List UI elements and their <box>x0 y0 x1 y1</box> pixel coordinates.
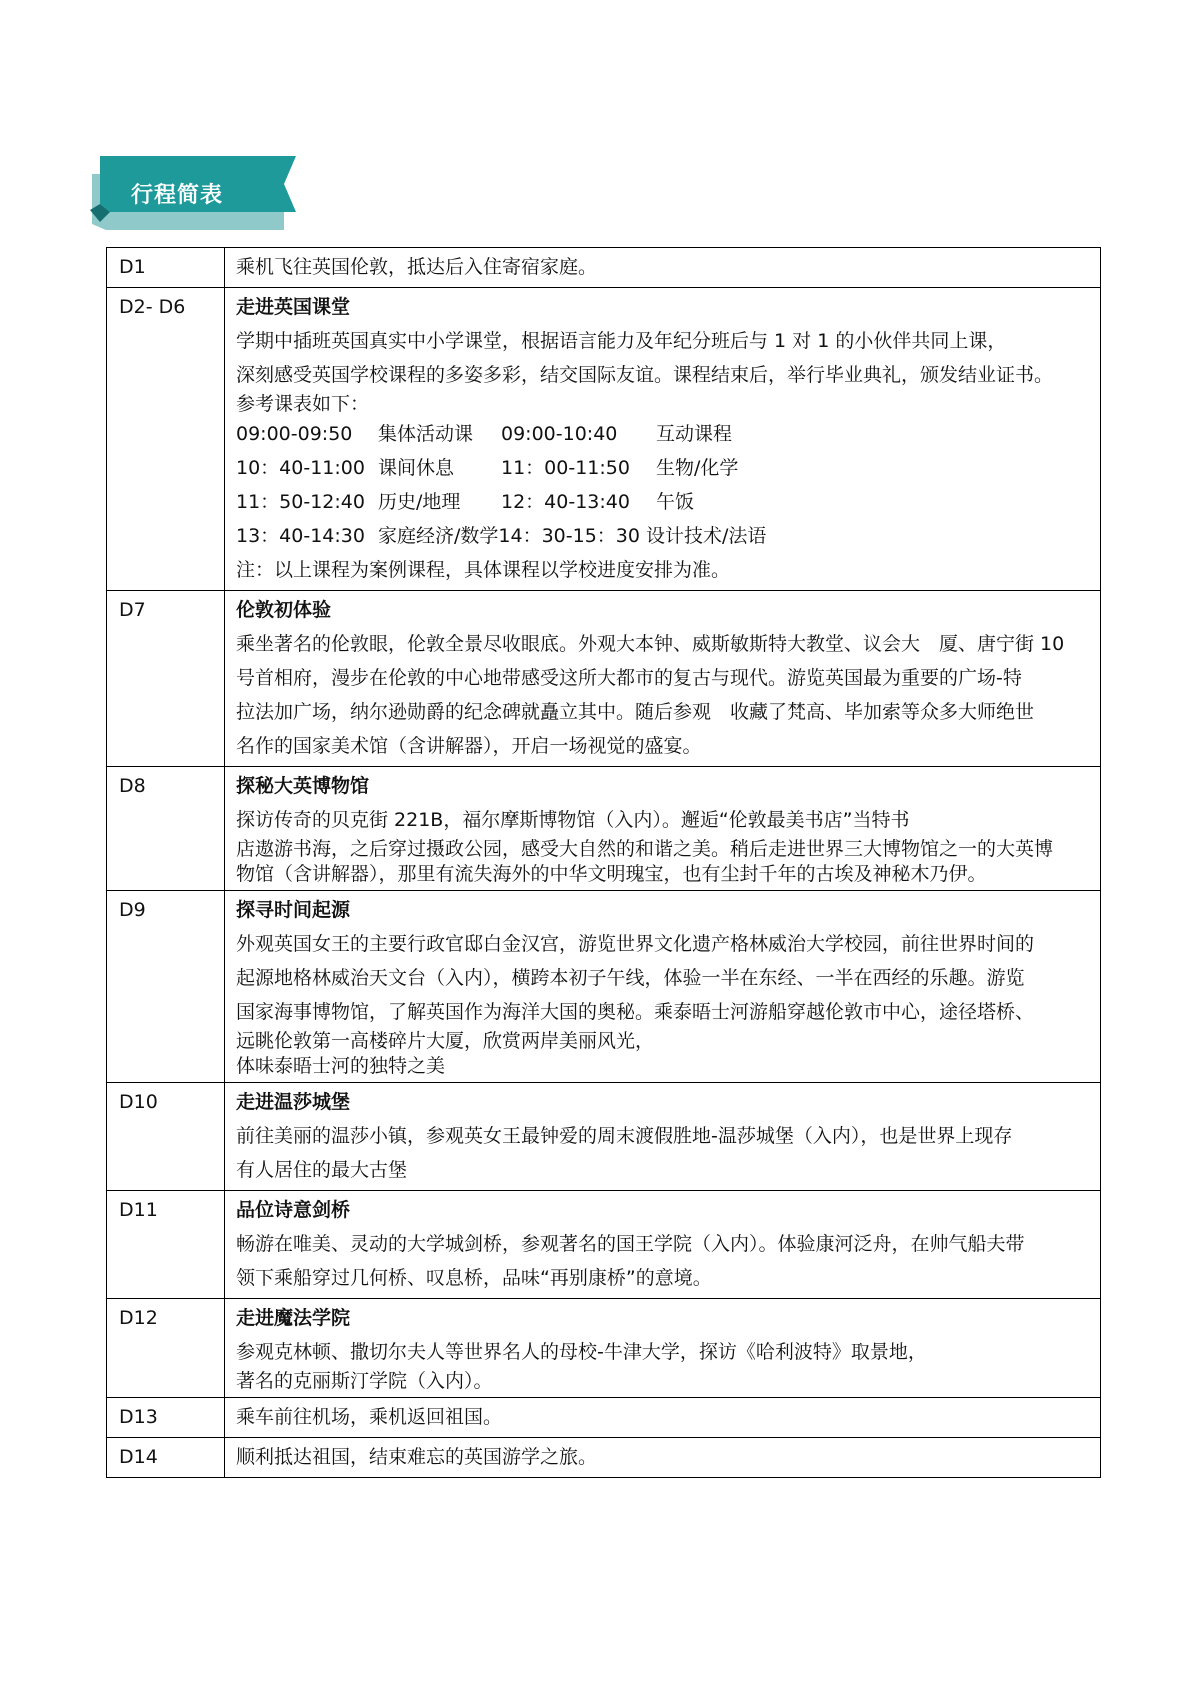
content-cell <box>225 1083 1101 1191</box>
day-heading: 品位诗意剑桥 <box>236 1199 351 1221</box>
day-heading: 走进魔法学院 <box>236 1307 351 1329</box>
content-line: 探访传奇的贝克街 221B，福尔摩斯博物馆（入内）。邂逅“伦敦最美书店”当特书 <box>236 809 910 831</box>
content-cell <box>225 1398 1101 1438</box>
content-line: 领下乘船穿过几何桥、叹息桥，品味“再别康桥”的意境。 <box>236 1267 712 1289</box>
schedule-time: 13：40-14:30 <box>236 525 365 547</box>
content-cell <box>225 591 1101 767</box>
schedule-subject: 历史/地理 <box>378 491 461 513</box>
content-cell <box>225 288 1101 591</box>
day-heading: 探秘大英博物馆 <box>236 775 370 797</box>
content-line: 畅游在唯美、灵动的大学城剑桥，参观著名的国王学院（入内）。体验康河泛舟，在帅气船夫带 <box>236 1233 1025 1255</box>
section-banner <box>86 152 306 236</box>
content-line: 顺利抵达祖国，结束难忘的英国游学之旅。 <box>236 1446 598 1468</box>
schedule-note: 注：以上课程为案例课程，具体课程以学校进度安排为准。 <box>236 559 731 581</box>
schedule-row <box>236 519 1094 553</box>
content-line: 深刻感受英国学校课程的多姿多彩，结交国际友谊。课程结束后，举行毕业典礼，颁发结业证书。 <box>236 364 1054 386</box>
table-row <box>107 1438 1101 1478</box>
day-cell: D12 <box>107 1299 225 1398</box>
table-row <box>107 288 1101 591</box>
content-line: 物馆（含讲解器），那里有流失海外的中华文明瑰宝，也有尘封千年的古埃及神秘木乃伊。 <box>236 863 987 885</box>
content-cell <box>225 767 1101 891</box>
content-cell <box>225 891 1101 1083</box>
content-line: 学期中插班英国真实中小学课堂，根据语言能力及年纪分班后与 1 对 1 的小伙伴共同上课， <box>236 330 1007 352</box>
content-line: 起源地格林威治天文台（入内），横跨本初子午线，体验一半在东经、一半在西经的乐趣。游览 <box>236 967 1025 989</box>
schedule-subject: 家庭经济/数学14：30-15：30 设计技术/法语 <box>378 525 767 547</box>
table-row <box>107 1398 1101 1438</box>
schedule-time: 12：40-13:40 <box>501 491 630 513</box>
day-cell: D10 <box>107 1083 225 1191</box>
schedule-subject: 集体活动课 <box>378 423 474 445</box>
table-row <box>107 891 1101 1083</box>
content-line: 参观克林顿、撒切尔夫人等世界名人的母校-牛津大学，探访《哈利波特》取景地， <box>236 1341 927 1363</box>
day-cell: D9 <box>107 891 225 1083</box>
content-line: 名作的国家美术馆（含讲解器），开启一场视觉的盛宴。 <box>236 735 702 757</box>
content-line: 国家海事博物馆，了解英国作为海洋大国的奥秘。乘泰晤士河游船穿越伦敦市中心，途径塔桥、 <box>236 1001 1035 1023</box>
table-row <box>107 248 1101 288</box>
schedule-row <box>236 417 1094 451</box>
schedule-time: 09:00-10:40 <box>501 423 618 445</box>
schedule-subject: 课间休息 <box>378 457 455 479</box>
itinerary-table <box>106 247 1101 1478</box>
content-line: 著名的克丽斯汀学院（入内）。 <box>236 1370 493 1392</box>
content-line: 外观英国女王的主要行政官邸白金汉宫，游览世界文化遗产格林威治大学校园，前往世界时间的 <box>236 933 1035 955</box>
content-cell <box>225 248 1101 288</box>
schedule-time: 11：50-12:40 <box>236 491 365 513</box>
content-line: 乘坐著名的伦敦眼，伦敦全景尽收眼底。外观大本钟、威斯敏斯特大教堂、议会大 厦、唐宁街 10 <box>236 633 1065 655</box>
day-heading: 探寻时间起源 <box>236 899 351 921</box>
schedule-time: 09:00-09:50 <box>236 423 353 445</box>
table-row <box>107 1083 1101 1191</box>
schedule-time: 10：40-11:00 <box>236 457 365 479</box>
table-row <box>107 1299 1101 1398</box>
schedule-subject: 午饭 <box>656 491 695 513</box>
day-cell: D8 <box>107 767 225 891</box>
content-line: 乘机飞往英国伦敦，抵达后入住寄宿家庭。 <box>236 256 598 278</box>
content-line: 远眺伦敦第一高楼碎片大厦，欣赏两岸美丽风光， <box>236 1030 655 1052</box>
content-line: 参考课表如下： <box>236 393 370 415</box>
content-line: 有人居住的最大古堡 <box>236 1159 408 1181</box>
schedule-row <box>236 451 1094 485</box>
content-cell <box>225 1438 1101 1478</box>
schedule-subject: 互动课程 <box>656 423 733 445</box>
day-heading: 走进英国课堂 <box>236 296 351 318</box>
content-cell <box>225 1299 1101 1398</box>
day-cell: D14 <box>107 1438 225 1478</box>
content-line: 前往美丽的温莎小镇，参观英女王最钟爱的周末渡假胜地-温莎城堡（入内），也是世界上现存 <box>236 1125 1013 1147</box>
table-row <box>107 591 1101 767</box>
content-line: 号首相府，漫步在伦敦的中心地带感受这所大都市的复古与现代。游览英国最为重要的广场-特 <box>236 667 1022 689</box>
table-row <box>107 767 1101 891</box>
page-title: 行程简表 <box>131 183 224 208</box>
content-line: 拉法加广场，纳尔逊勋爵的纪念碑就矗立其中。随后参观 收藏了梵高、毕加索等众多大师绝世 <box>236 701 1035 723</box>
day-heading: 走进温莎城堡 <box>236 1091 351 1113</box>
content-line: 体味泰晤士河的独特之美 <box>236 1055 446 1077</box>
day-cell: D2- D6 <box>107 288 225 591</box>
content-line: 乘车前往机场，乘机返回祖国。 <box>236 1406 503 1428</box>
day-cell: D7 <box>107 591 225 767</box>
day-cell: D13 <box>107 1398 225 1438</box>
day-cell: D11 <box>107 1191 225 1299</box>
schedule-time: 11：00-11:50 <box>501 457 630 479</box>
table-row <box>107 1191 1101 1299</box>
day-cell: D1 <box>107 248 225 288</box>
day-heading: 伦敦初体验 <box>236 599 332 621</box>
schedule-subject: 生物/化学 <box>656 457 739 479</box>
content-line: 店遨游书海，之后穿过摄政公园，感受大自然的和谐之美。稍后走进世界三大博物馆之一的大英博 <box>236 838 1054 860</box>
schedule-row <box>236 485 1094 519</box>
content-cell <box>225 1191 1101 1299</box>
